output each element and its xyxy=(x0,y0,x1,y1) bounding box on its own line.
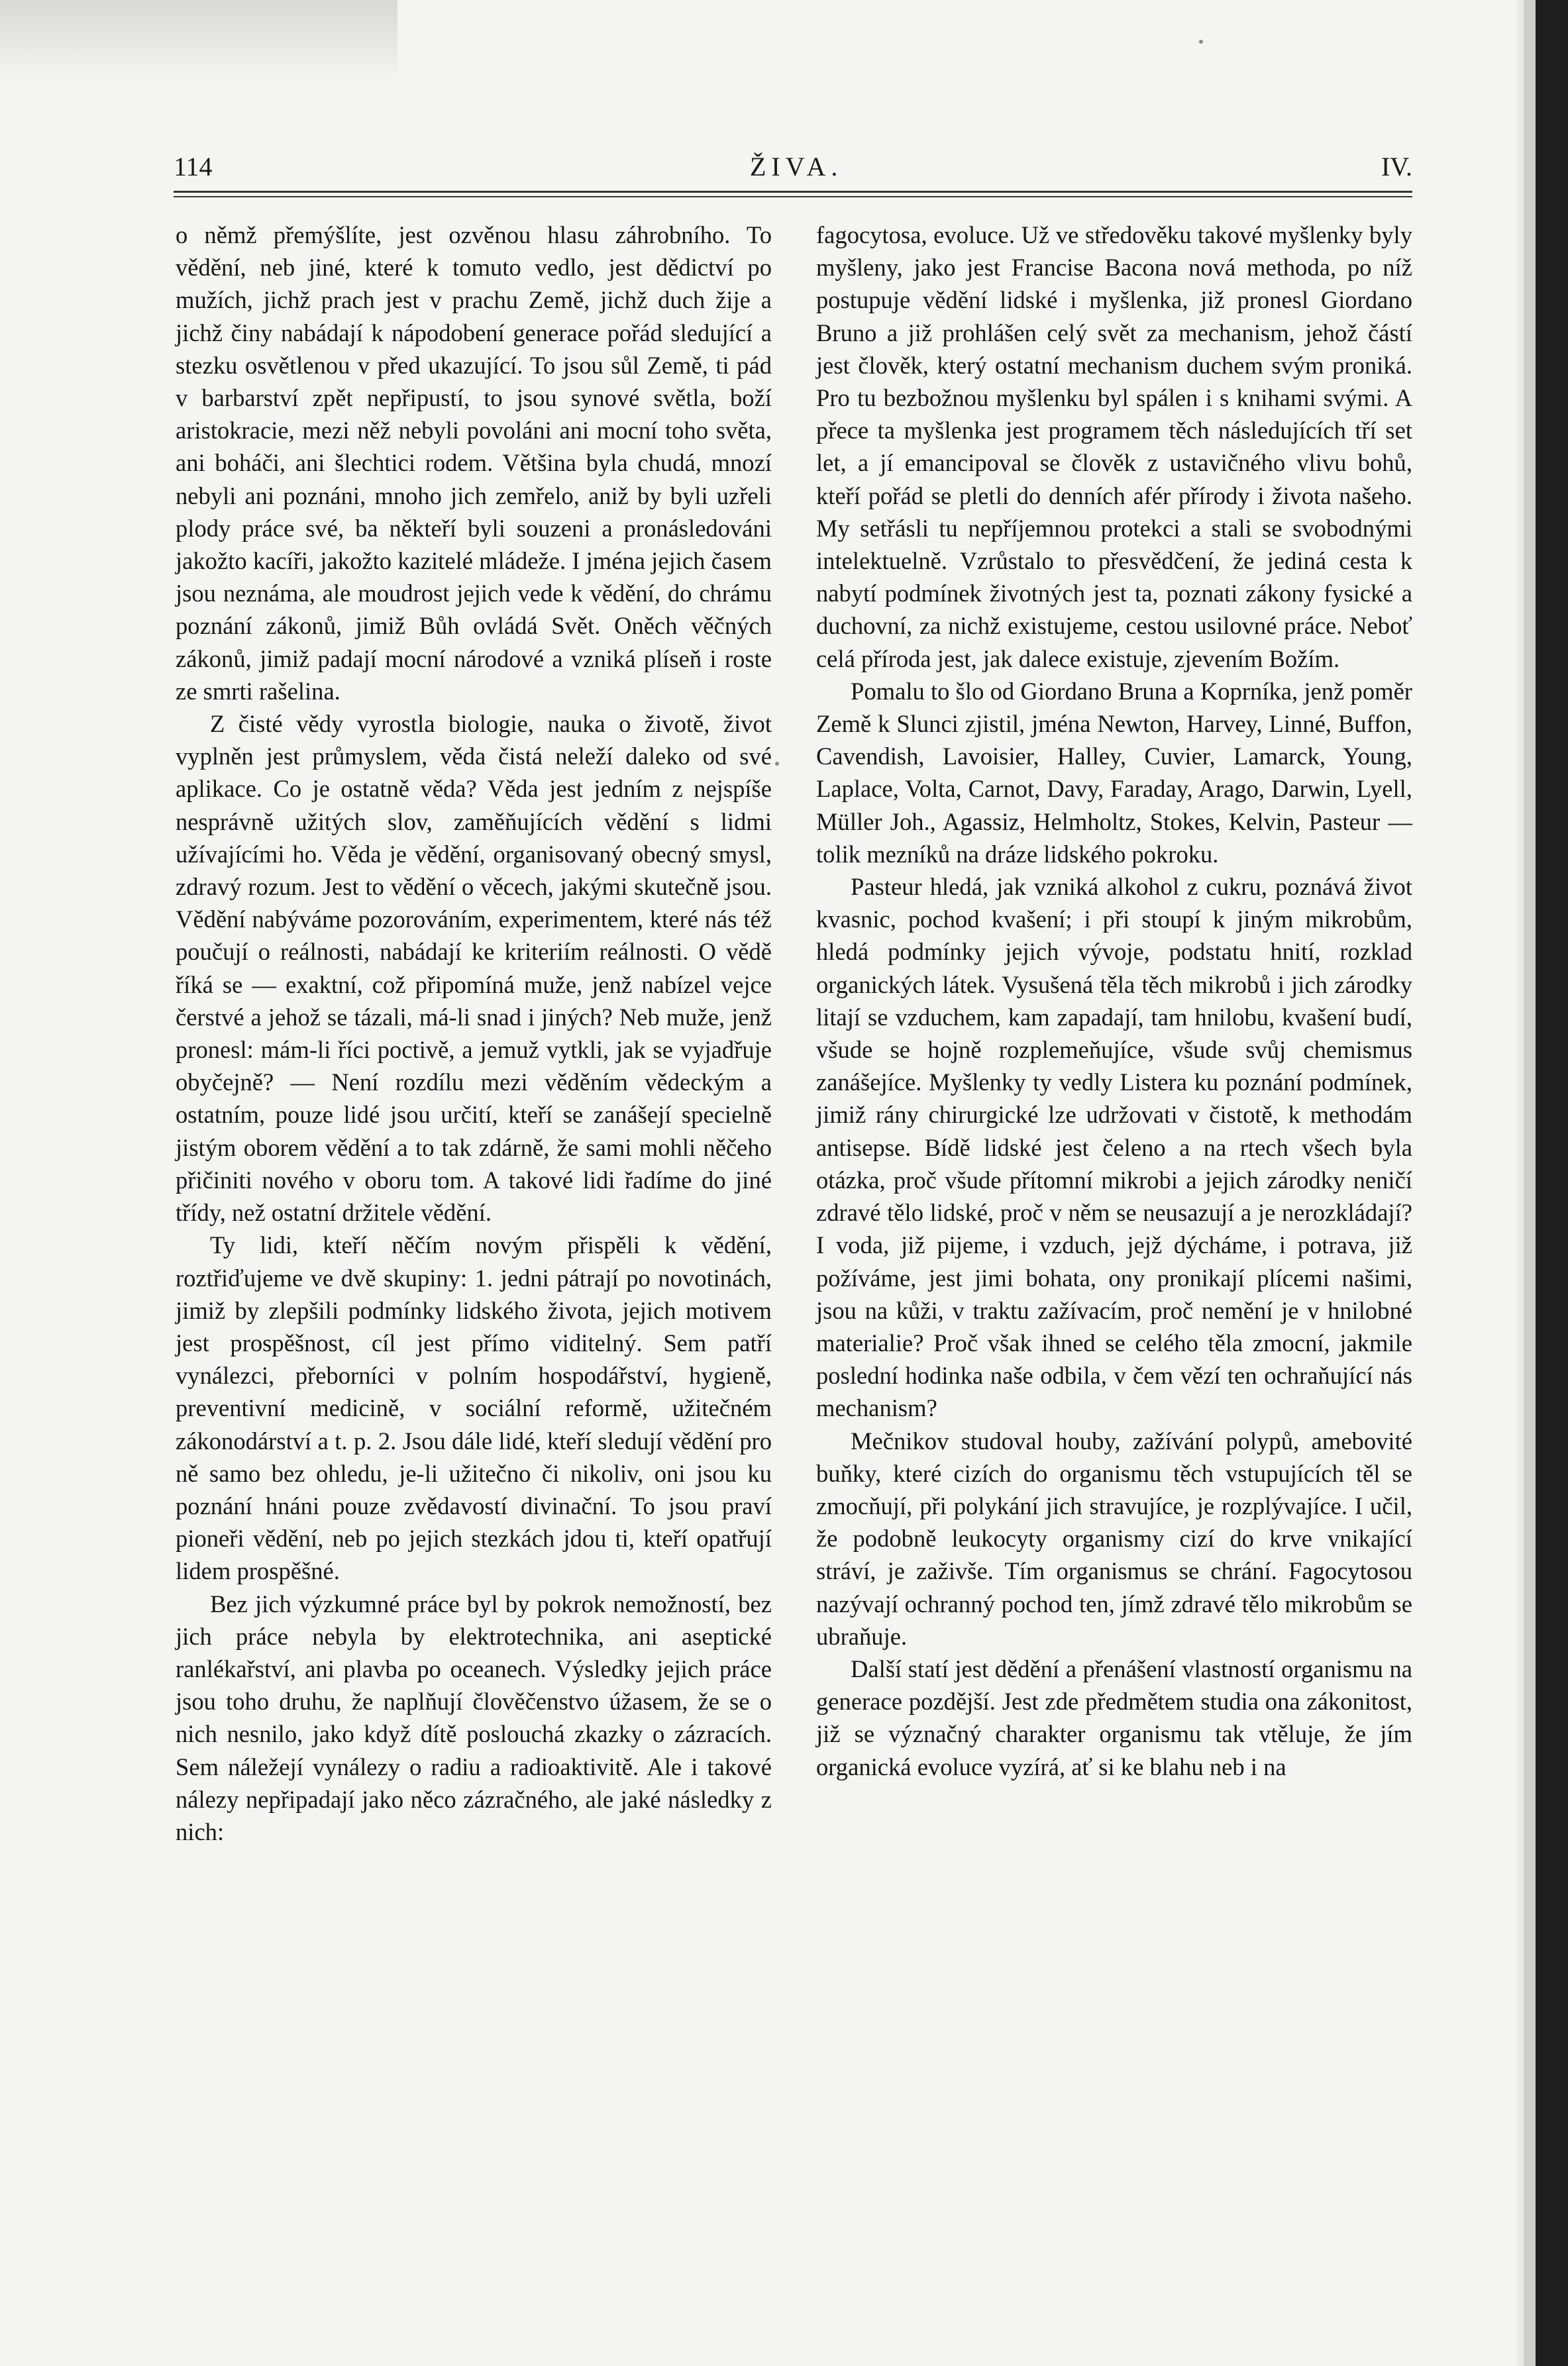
paragraph: Bez jich výzkumné práce byl by pokrok nemožností, bez jich práce nebyla by elektrotechnika, ani aseptické ranlékařství, ani plavba po oceanech. Výsledky jejich práce jsou toho druhu, že naplňují člověčenstvo úžasem, že se o nich nesnilo, jako když dítě poslouchá zkazky o zázracích. Sem náležejí vynálezy o radiu a radioaktivitě. Ale i takové nálezy nepřipadají jako něco zázračného, ale jaké následky z nich: xyxy=(176,1590,772,1845)
paragraph: Ty lidi, kteří něčím novým přispěli k vědění, roztřiďujeme ve dvě skupiny: 1. jedni pátrají po novotinách, jimiž by zlepšili podmínky lidského života, jejich motivem jest prospěšnost, cíl jest přímo viditelný. Sem patří vynálezci, přeborníci v polním hospodářství, hygieně, preventivní medicině, v sociální reformě, užitečném zákonodárství a t. p. 2. Jsou dále lidé, kteří sledují vědění pro ně samo bez ohledu, je-li užitečno či nikoliv, oni jsou ku poznání hnáni pouze zvědavostí divinační. To jsou praví pioneři vědění, neb po jejich stezkách jdou ti, kteří opatřují lidem prospěšné. xyxy=(176,1231,772,1585)
header-rule xyxy=(174,191,1412,193)
paragraph: Mečnikov studoval houby, zažívání polypů, amebovité buňky, které cizích do organismu těch vstupujících těl se zmocňují, při polykání jich stravujíce, je rozplývajíce. I učil, že podobně leukocyty organismy cizí do krve vnikající stráví, je zaživše. Tím organismus se chrání. Fagocytosou nazývají ochranný pochod ten, jímž zdravé tělo mikrobům se ubraňuje. xyxy=(816,1427,1412,1650)
paragraph: Pomalu to šlo od Giordano Bruna a Koprníka, jenž poměr Země k Slunci zjistil, jména Newton, Harvey, Linné, Buffon, Cavendish, Lavoisier, Halley, Cuvier, Lamarck, Young, Laplace, Volta, Carnot, Davy, Faraday, Arago, Darwin, Lyell, Müller Joh., Agassiz, Helmholtz, Stokes, Kelvin, Pasteur — tolik mezníků na dráze lidského pokroku. xyxy=(816,677,1412,868)
journal-title: ŽIVA. xyxy=(750,152,843,181)
paragraph: o němž přemýšlíte, jest ozvěnou hlasu záhrobního. To vědění, neb jiné, které k tomuto vedlo, jest dědictví po mužích, jichž prach jest v prachu Země, jichž duch žije a jichž činy nabádají k nápodobení generace pořád sledující a stezku osvětlenou v před ukazující. To jsou sůl Země, ti pád v barbarství zpět nepřipustí, to jsou synové světla, boží aristokracie, mezi něž nebyli povoláni ani mocní toho světa, ani boháči, ani šlechtici rodem. Většina byla chudá, mnozí nebyli ani poznáni, mnoho jich zemřelo, aniž by byli uzřeli plody práce své, ba někteří byli souzeni a pronásledováni jakožto kacíři, jakožto kazitelé mládeže. I jména jejich časem jsou neznáma, ale moudrost jejich vede k vědění, do chrámu poznání zákonů, jimiž Bůh ovládá Svět. Oněch věčných zákonů, jimiž padají mocní národové a vzniká plíseň i roste ze smrti rašelina. xyxy=(176,221,772,705)
paragraph: Pasteur hledá, jak vzniká alkohol z cukru, poznává život kvasnic, pochod kvašení; i při stoupí k jiným mikrobům, hledá podmínky jejich vývoje, podstatu hnití, rozklad organických látek. Vysušená těla těch mikrobů i jich zárodky litají se vzduchem, kam zapadají, tam hnilobu, kvašení budí, všude se hojně rozplemeňujíce, všude svůj chemismus zanášejíce. Myšlenky ty vedly Listera ku poznání podmínek, jimiž rány chirurgické lze udržovati v čistotě, k methodám antisepse. Bídě lidské jest čeleno a na rtech všech byla otázka, proč všude přítomní mikrobi a jejich zárodky neničí zdravé tělo lidské, proč v něm se neusazují a je nerozkládají? I voda, již pijeme, i vzduch, jejž dýcháme, i potrava, již požíváme, jest jimi bohata, ony pronikají plícemi našimi, jsou na kůži, v traktu zažívacím, proč nemění je v hnilobné materialie? Proč však ihned se celého těla zmocní, jakmile poslední hodinka naše odbila, v čem vězí ten ochraňující nás mechanism? xyxy=(816,873,1412,1422)
volume-number: IV. xyxy=(1381,152,1412,181)
running-header xyxy=(174,151,1412,191)
scan-border xyxy=(1536,0,1568,2366)
header-rule-thin xyxy=(174,196,1412,197)
paragraph: fagocytosa, evoluce. Už ve středověku takové myšlenky byly myšleny, jako jest Francise Bacona nová methoda, po níž postupuje vědění lidské i myšlenka, již pronesl Giordano Bruno a již prohlášen celý svět za mechanism, jehož částí jest člověk, který ostatní mechanism duchem svým proniká. Pro tu bezbožnou myšlenku byl spálen i s knihami svými. A přece ta myšlenka jest programem těch následujících tří set let, a jí emancipoval se člověk z ustavičného vlivu bohů, kteří pořád se pletli do denních afér přírody i života našeho. My setřásli tu nepříjemnou protekci a stali se svobodnými intelektuelně. Vzrůstalo to přesvědčení, že jediná cesta k nabytí podmínek životných jest ta, poznati zákony fysické a duchovní, za nichž existujeme, cestou usilovné práce. Neboť celá příroda jest, jak dalece existuje, zjevením Božím. xyxy=(816,221,1412,672)
scan-speck xyxy=(1199,40,1203,44)
scan-smudge xyxy=(0,0,397,79)
paragraph: Další statí jest dědění a přenášení vlastností organismu na generace pozdější. Jest zde předmětem studia ona zákonitost, již se význačný charakter organismu tak vtěluje, že jím organická evoluce vyzírá, ať si ke blahu neb i na xyxy=(816,1655,1412,1780)
right-column xyxy=(816,219,1412,2325)
scan-speck xyxy=(775,762,779,766)
page-number: 114 xyxy=(174,152,213,181)
page-spine xyxy=(1524,0,1536,2366)
left-column xyxy=(176,219,772,2325)
paragraph: Z čisté vědy vyrostla biologie, nauka o životě, život vyplněn jest průmyslem, věda čistá neleží daleko od své aplikace. Co je ostatně věda? Věda jest jedním z nejspíše nesprávně užitých slov, zaměňujících vědění s lidmi užívajícími ho. Věda je vědění, organisovaný obecný smysl, zdravý rozum. Jest to vědění o věcech, jakými skutečně jsou. Vědění nabýváme pozorováním, experimentem, které nás též poučují o reálnosti, nabádají ke kriteriím reálnosti. O vědě říká se — exaktní, což připomíná muže, jenž nabízel vejce čerstvé a jehož se tázali, má-li snad i jiných? Neb muže, jenž pronesl: mám-li říci poctivě, a jemuž vytkli, jak se vyjadřuje obyčejně? — Není rozdílu mezi věděním vědeckým a ostatním, pouze lidé jsou určití, kteří se zanášejí specielně jistým oborem vědění a to tak zdárně, že sami mohli něčeho přičiniti nového v oboru tom. A takové lidi řadíme do jiné třídy, než ostatní držitele vědění. xyxy=(176,710,772,1227)
page-edge xyxy=(1517,0,1568,2366)
